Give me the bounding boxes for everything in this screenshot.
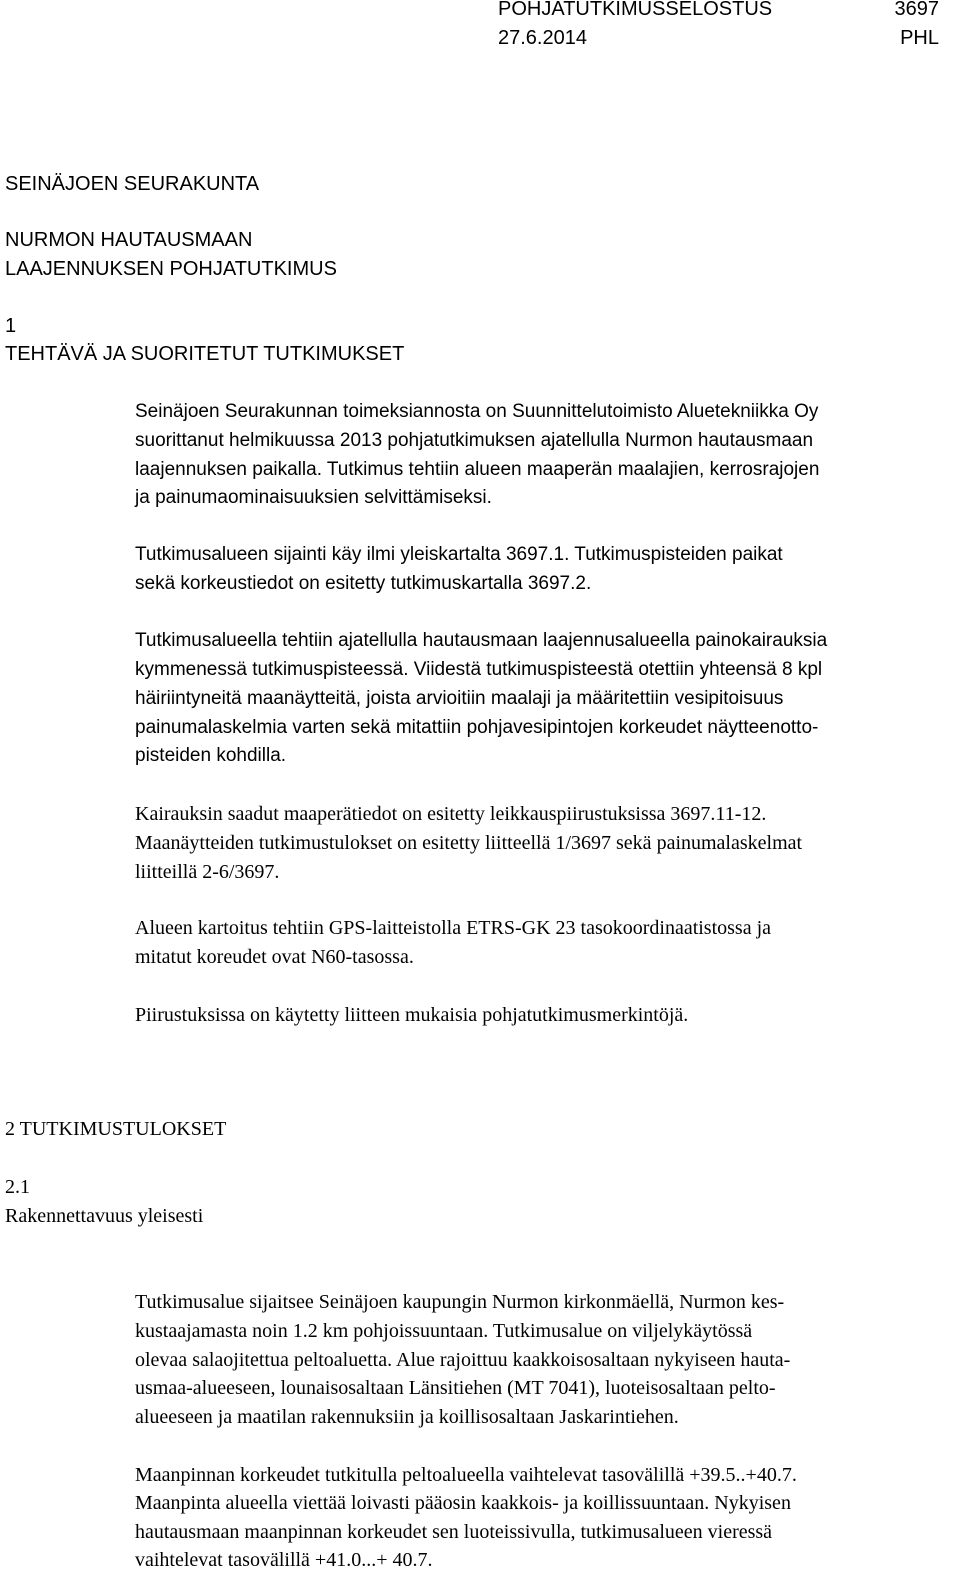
section-1-heading: TEHTÄVÄ JA SUORITETUT TUTKIMUKSET <box>5 343 405 365</box>
paragraph-line: suorittanut helmikuussa 2013 pohjatutkimuksen ajatellulla Nurmon hautausmaan <box>135 430 814 451</box>
paragraph-line: usmaa-alueeseen, lounaisosaltaan Länsitiehen (MT 7041), luoteisosaltaan pelto- <box>135 1377 776 1399</box>
paragraph-line: laajennuksen paikalla. Tutkimus tehtiin alueen maaperän maalajien, kerrosrajojen <box>135 459 820 480</box>
paragraph-line: Maanäytteiden tutkimustulokset on esitetty liitteellä 1/3697 sekä painumalaskelmat <box>135 832 803 854</box>
author-code: PHL <box>900 27 939 49</box>
paragraph-line: mitatut koreudet ovat N60-tasossa. <box>135 946 414 968</box>
paragraph-line: Alueen kartoitus tehtiin GPS-laitteistolla ETRS-GK 23 tasokoordinaatistossa ja <box>135 917 772 939</box>
paragraph-line: Seinäjoen Seurakunnan toimeksiannosta on Suunnittelutoimisto Aluetekniikka Oy <box>135 401 819 422</box>
doc-number: 3697 <box>894 0 939 20</box>
paragraph-line: kustaajamasta noin 1.2 km pohjoissuuntaan. Tutkimusalue on viljelykäytössä <box>135 1320 753 1342</box>
paragraph-line: sekä korkeustiedot on esitetty tutkimuskartalla 3697.2. <box>135 573 592 594</box>
paragraph-line: Kairauksin saadut maaperätiedot on esitetty leikkauspiirustuksissa 3697.11-12. <box>135 803 767 825</box>
paragraph-line: liitteillä 2-6/3697. <box>135 861 280 883</box>
paragraph-line: Tutkimusalue sijaitsee Seinäjoen kaupungin Nurmon kirkonmäellä, Nurmon kes- <box>135 1291 785 1313</box>
section-2-1-number: 2.1 <box>5 1176 30 1198</box>
paragraph-line: häiriintyneitä maanäytteitä, joista arvioitiin maalaji ja määritettiin vesipitoisuus <box>135 688 784 709</box>
paragraph-line: alueeseen ja maatilan rakennuksiin ja koillisosaltaan Jaskarintiehen. <box>135 1406 679 1428</box>
paragraph-line: kymmenessä tutkimuspisteessä. Viidestä tutkimuspisteestä otettiin yhteensä 8 kpl <box>135 659 823 680</box>
paragraph-line: Piirustuksissa on käytetty liitteen mukaisia pohjatutkimusmerkintöjä. <box>135 1004 689 1026</box>
paragraph-line: ja painumaominaisuuksien selvittämiseksi. <box>135 487 492 508</box>
paragraph-line: Maanpinnan korkeudet tutkitulla peltoalueella vaihtelevat tasovälillä +39.5..+40.7. <box>135 1464 797 1486</box>
paragraph-line: hautausmaan maanpinnan korkeudet sen luoteissivulla, tutkimusalueen vieressä <box>135 1521 773 1543</box>
client-name: SEINÄJOEN SEURAKUNTA <box>5 173 260 195</box>
section-2-1-heading: Rakennettavuus yleisesti <box>5 1205 204 1227</box>
paragraph-line: pisteiden kohdilla. <box>135 745 287 766</box>
paragraph-line: olevaa salaojitettua peltoaluetta. Alue rajoittuu kaakkoisosaltaan nykyiseen hauta- <box>135 1349 791 1371</box>
doc-date: 27.6.2014 <box>498 27 587 49</box>
section-2-heading: 2 TUTKIMUSTULOKSET <box>5 1118 227 1140</box>
paragraph-line: vaihtelevat tasovälillä +41.0...+ 40.7. <box>135 1549 433 1571</box>
paragraph-line: Tutkimusalueen sijainti käy ilmi yleiskartalta 3697.1. Tutkimuspisteiden paikat <box>135 544 783 565</box>
doc-type: POHJATUTKIMUSSELOSTUS <box>498 0 773 20</box>
title-line-1: NURMON HAUTAUSMAAN <box>5 229 253 251</box>
section-1-number: 1 <box>5 315 17 337</box>
paragraph-line: painumalaskelmia varten sekä mitattiin pohjavesipintojen korkeudet näytteenotto- <box>135 717 819 738</box>
paragraph-line: Tutkimusalueella tehtiin ajatellulla hautausmaan laajennusalueella painokairauksia <box>135 630 828 651</box>
title-line-2: LAAJENNUKSEN POHJATUTKIMUS <box>5 258 337 280</box>
paragraph-line: Maanpinta alueella viettää loivasti pääosin kaakkois- ja koillissuuntaan. Nykyisen <box>135 1492 791 1514</box>
